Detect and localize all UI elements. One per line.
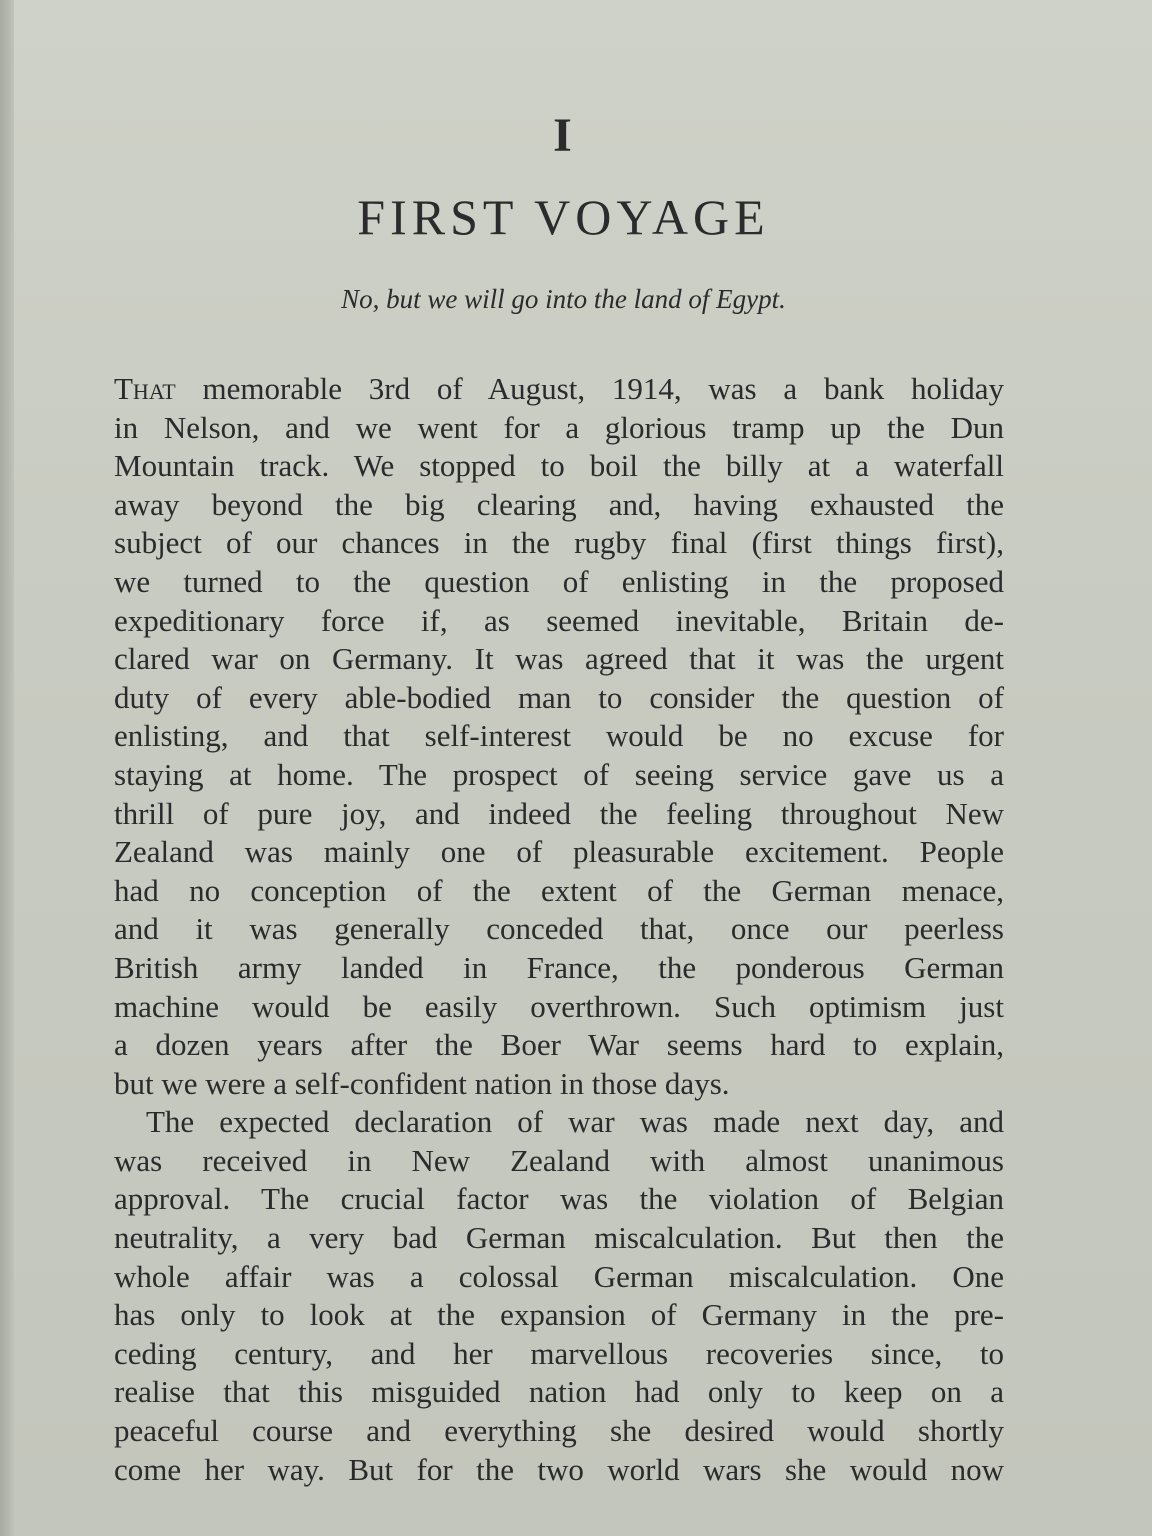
paragraph-line: was received in New Zealand with almost unanimous <box>114 1142 1004 1178</box>
paragraph-line: come her way. But for the two world wars she would now <box>114 1451 1004 1487</box>
paragraph-line: Mountain track. We stopped to boil the billy at a waterfall <box>114 448 1004 484</box>
paragraph-line: in Nelson, and we went for a glorious tramp up the Dun <box>114 409 1004 445</box>
paragraph-line: expeditionary force if, as seemed inevitable, Britain de- <box>114 602 1004 638</box>
paragraph-line: and it was generally conceded that, once our peerless <box>114 911 1004 947</box>
lead-word: That <box>114 371 176 406</box>
paragraph-line: enlisting, and that self-interest would be no excuse for <box>114 718 1004 754</box>
paragraph-line: away beyond the big clearing and, having exhausted the <box>114 486 1004 522</box>
paragraph-line: clared war on Germany. It was agreed that it was the urgent <box>114 641 1004 677</box>
body-text <box>114 370 1004 1489</box>
chapter-epigraph: No, but we will go into the land of Egypt. <box>341 284 786 314</box>
paragraph-line: peaceful course and everything she desired would shortly <box>114 1413 1004 1449</box>
chapter-number: I <box>553 109 574 162</box>
paragraph-line: we turned to the question of enlisting in the proposed <box>114 563 1004 599</box>
paragraph-line: whole affair was a colossal German miscalculation. One <box>114 1258 1004 1294</box>
chapter-title: FIRST VOYAGE <box>357 189 770 245</box>
paragraph-line: British army landed in France, the ponderous German <box>114 949 1004 985</box>
paragraph-line: had no conception of the extent of the German menace, <box>114 872 1004 908</box>
paragraph-line: The expected declaration of war was made next day, and <box>146 1104 1004 1140</box>
paragraph-line: ceding century, and her marvellous recoveries since, to <box>114 1335 1004 1371</box>
paragraph-line: thrill of pure joy, and indeed the feeling throughout New <box>114 795 1004 831</box>
paragraph-line: subject of our chances in the rugby final (first things first), <box>114 525 1004 561</box>
paragraph-line: Zealand was mainly one of pleasurable excitement. People <box>114 834 1004 870</box>
paragraph-line: staying at home. The prospect of seeing service gave us a <box>114 756 1004 792</box>
paragraph-line: neutrality, a very bad German miscalculation. But then the <box>114 1220 1004 1256</box>
paragraph-line: has only to look at the expansion of Germany in the pre- <box>114 1297 1004 1333</box>
paragraph-line: a dozen years after the Boer War seems hard to explain, <box>114 1027 1004 1063</box>
line-text: memorable 3rd of August, 1914, was a bank holiday <box>202 371 1005 406</box>
paragraph-line: realise that this misguided nation had only to keep on a <box>114 1374 1004 1410</box>
paragraph-line <box>114 370 1004 409</box>
paragraph-line: duty of every able-bodied man to consider the question of <box>114 679 1004 715</box>
paragraph-line: machine would be easily overthrown. Such optimism just <box>114 988 1004 1024</box>
paragraph-line: approval. The crucial factor was the violation of Belgian <box>114 1181 1004 1217</box>
paragraph-line: but we were a self-confident nation in those days. <box>114 1065 730 1101</box>
